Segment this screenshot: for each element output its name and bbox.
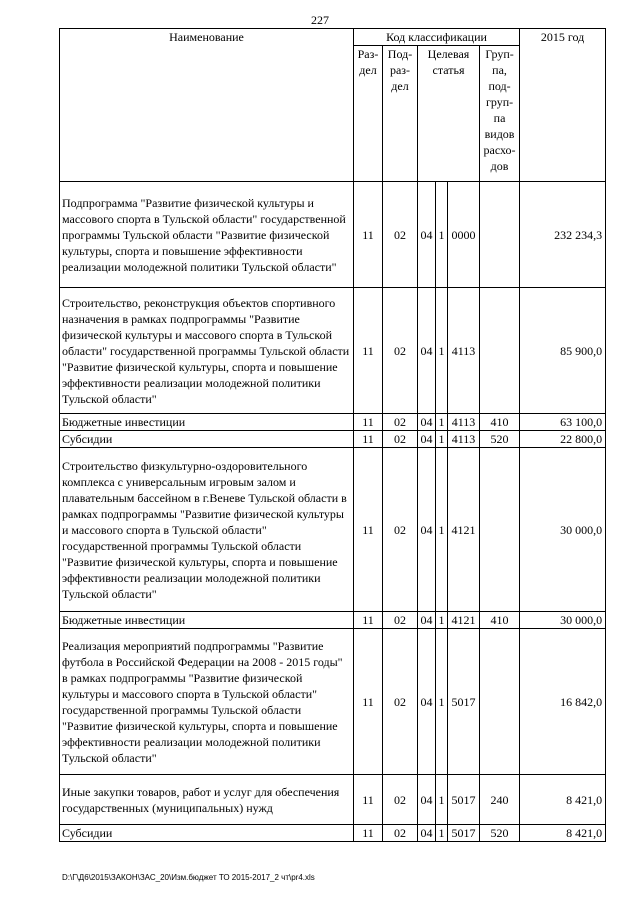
row-cs1: 04 — [418, 288, 436, 414]
row-cs3: 5017 — [448, 775, 480, 825]
row-podrazdel: 02 — [383, 825, 418, 842]
row-cs2: 1 — [436, 825, 448, 842]
row-cs3: 4121 — [448, 612, 480, 629]
row-razdel: 11 — [354, 825, 383, 842]
row-cs3: 0000 — [448, 182, 480, 288]
row-podrazdel: 02 — [383, 448, 418, 612]
row-razdel: 11 — [354, 612, 383, 629]
table-row — [60, 288, 606, 414]
header-podrazdel: Под- раз- дел — [383, 46, 418, 182]
row-cs3: 4113 — [448, 414, 480, 431]
header-name: Наименование — [60, 29, 354, 182]
row-podrazdel: 02 — [383, 629, 418, 775]
page-number: 227 — [311, 13, 329, 27]
header-year: 2015 год — [520, 29, 606, 182]
row-cs3: 4121 — [448, 448, 480, 612]
row-amount: 8 421,0 — [520, 825, 606, 842]
row-cs2: 1 — [436, 775, 448, 825]
row-name: Строительство физкультурно-оздоровительного комплекса с универсальным игровым залом и плавательным бассейном в г.Веневе Тульской области в рамках подпрограммы "Развитие физической культуры и массового спорта в Тульской области" государственной программы Тульской области "Развитие физической культуры, спорта и повышение эффективности реализации молодежной политики Тульской области" — [60, 448, 354, 612]
row-vid — [480, 448, 520, 612]
row-podrazdel: 02 — [383, 414, 418, 431]
row-amount: 22 800,0 — [520, 431, 606, 448]
table-row — [60, 448, 606, 612]
table-row — [60, 431, 606, 448]
row-cs1: 04 — [418, 775, 436, 825]
header-celevaya: Целевая статья — [418, 46, 480, 182]
row-podrazdel: 02 — [383, 775, 418, 825]
row-vid: 410 — [480, 612, 520, 629]
row-podrazdel: 02 — [383, 182, 418, 288]
row-razdel: 11 — [354, 431, 383, 448]
row-cs2: 1 — [436, 431, 448, 448]
row-name: Иные закупки товаров, работ и услуг для обеспечения государственных (муниципальных) нужд — [60, 775, 354, 825]
row-name: Субсидии — [60, 431, 354, 448]
row-name: Бюджетные инвестиции — [60, 612, 354, 629]
row-vid: 410 — [480, 414, 520, 431]
row-cs2: 1 — [436, 182, 448, 288]
table-row — [60, 629, 606, 775]
row-cs1: 04 — [418, 825, 436, 842]
row-name: Строительство, реконструкция объектов спортивного назначения в рамках подпрограммы "Развитие физической культуры и массового спорта в Тульской области" государственной программы Тульской области "Развитие физической культуры, спорта и повышение эффективности реализации молодежной политики Тульской области" — [60, 288, 354, 414]
row-razdel: 11 — [354, 414, 383, 431]
row-vid — [480, 629, 520, 775]
row-amount: 30 000,0 — [520, 448, 606, 612]
row-cs2: 1 — [436, 288, 448, 414]
row-amount: 8 421,0 — [520, 775, 606, 825]
row-cs1: 04 — [418, 182, 436, 288]
row-cs3: 5017 — [448, 825, 480, 842]
row-vid: 240 — [480, 775, 520, 825]
row-razdel: 11 — [354, 629, 383, 775]
row-cs3: 5017 — [448, 629, 480, 775]
row-podrazdel: 02 — [383, 288, 418, 414]
header-razdel: Раз- дел — [354, 46, 383, 182]
row-amount: 16 842,0 — [520, 629, 606, 775]
row-cs3: 4113 — [448, 431, 480, 448]
row-name: Субсидии — [60, 825, 354, 842]
table-row — [60, 182, 606, 288]
row-cs1: 04 — [418, 612, 436, 629]
row-podrazdel: 02 — [383, 431, 418, 448]
row-cs2: 1 — [436, 414, 448, 431]
footer-file-path: D:\Г\Д6\2015\ЗАКОН\ЗАС_20\Изм.бюджет ТО 2015-2017_2 чт\pr4.xls — [62, 873, 315, 882]
row-name: Реализация мероприятий подпрограммы "Развитие футбола в Российской Федерации на 2008 - 2015 годы" в рамках подпрограммы "Развитие физической культуры и массового спорта в Тульской области" государственной программы Тульской области "Развитие физической культуры, спорта и повышение эффективности реализации молодежной политики Тульской области" — [60, 629, 354, 775]
row-podrazdel: 02 — [383, 612, 418, 629]
row-cs2: 1 — [436, 448, 448, 612]
header-gruppa: Груп- па, под- груп- па видов расхо- дов — [480, 46, 520, 182]
row-amount: 85 900,0 — [520, 288, 606, 414]
table-row — [60, 414, 606, 431]
row-cs1: 04 — [418, 448, 436, 612]
row-cs3: 4113 — [448, 288, 480, 414]
row-razdel: 11 — [354, 288, 383, 414]
row-name: Подпрограмма "Развитие физической культуры и массового спорта в Тульской области" государственной программы Тульской области "Развитие физической культуры, спорта и повышение эффективности реализации молодежной политики Тульской области" — [60, 182, 354, 288]
header-code: Код классификации — [354, 29, 520, 46]
table-row — [60, 775, 606, 825]
row-cs2: 1 — [436, 612, 448, 629]
budget-table — [59, 28, 606, 842]
table-row — [60, 825, 606, 842]
row-razdel: 11 — [354, 182, 383, 288]
row-amount: 232 234,3 — [520, 182, 606, 288]
row-amount: 30 000,0 — [520, 612, 606, 629]
row-vid: 520 — [480, 825, 520, 842]
row-cs1: 04 — [418, 414, 436, 431]
row-vid — [480, 182, 520, 288]
row-razdel: 11 — [354, 448, 383, 612]
table-row — [60, 612, 606, 629]
row-vid: 520 — [480, 431, 520, 448]
header-row-top — [60, 29, 606, 46]
row-vid — [480, 288, 520, 414]
row-cs1: 04 — [418, 431, 436, 448]
row-razdel: 11 — [354, 775, 383, 825]
row-name: Бюджетные инвестиции — [60, 414, 354, 431]
row-cs2: 1 — [436, 629, 448, 775]
row-cs1: 04 — [418, 629, 436, 775]
row-amount: 63 100,0 — [520, 414, 606, 431]
